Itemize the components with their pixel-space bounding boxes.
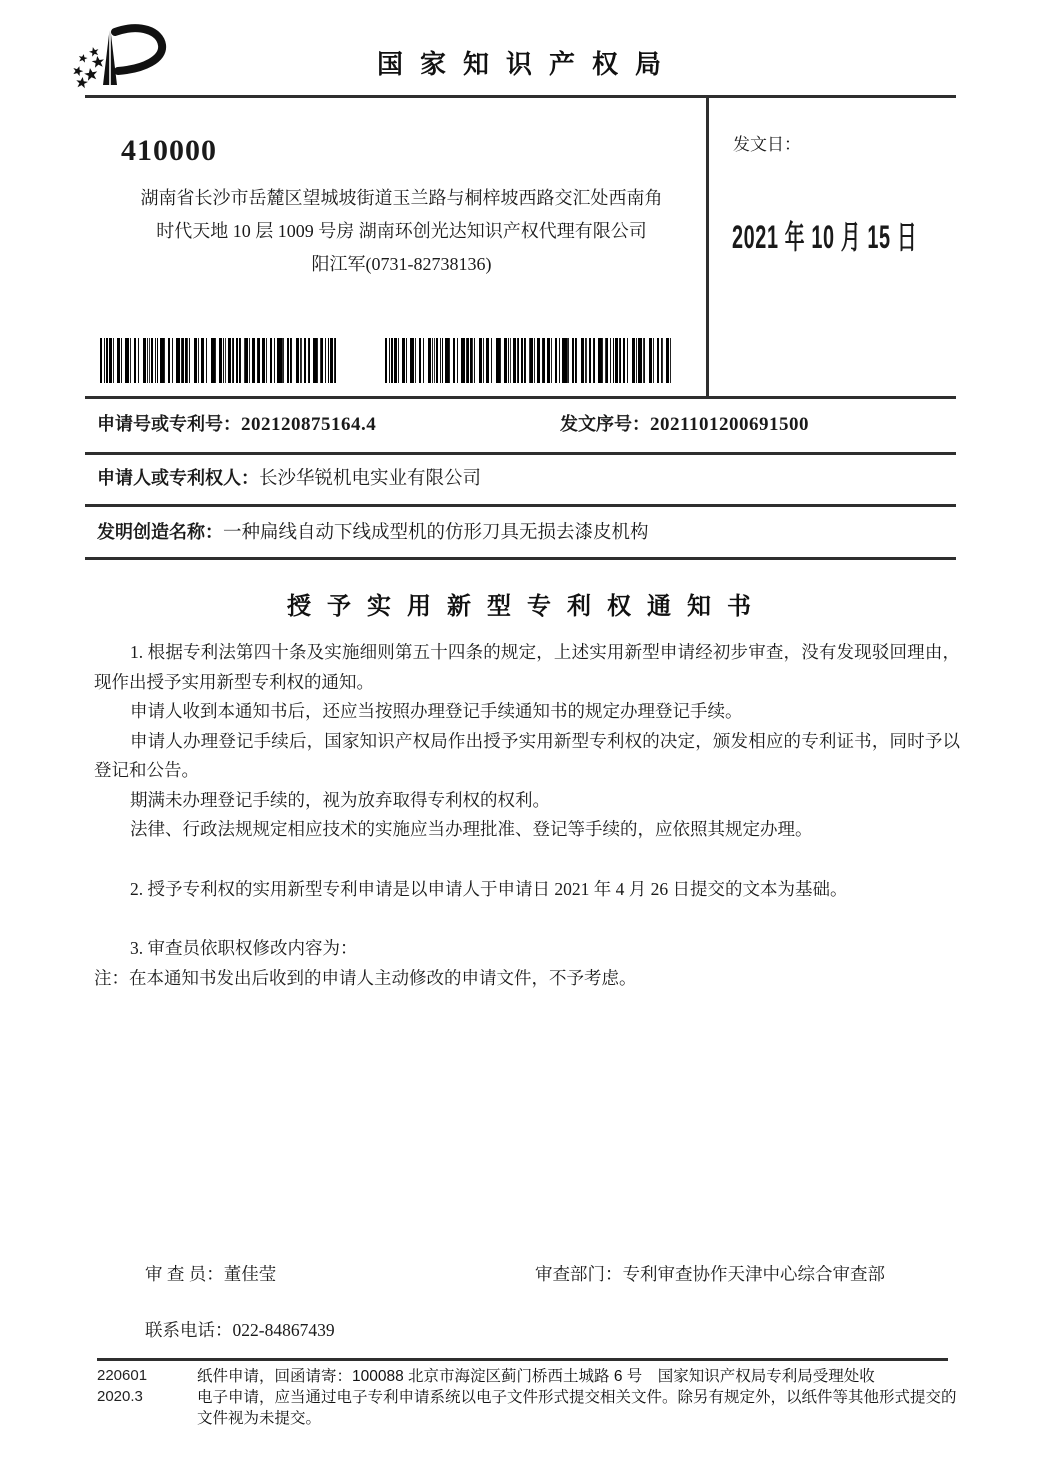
department-group	[535, 1261, 885, 1286]
barcode-left-icon	[100, 338, 338, 383]
department-label: 审查部门：	[535, 1264, 623, 1284]
date-box-border	[706, 97, 709, 397]
divider-row-2	[85, 504, 956, 507]
examiner-name: 董佳莹	[223, 1264, 277, 1284]
divider-row-3	[85, 557, 956, 560]
paragraph-3: 申请人办理登记手续后，国家知识产权局作出授予实用新型专利权的决定，颁发相应的专利证书，同时予以登记和公告。	[94, 730, 960, 780]
footer-notes	[197, 1366, 959, 1429]
address-contact-line: 阳江军(0731-82738136)	[311, 254, 492, 274]
recipient-address	[95, 182, 708, 281]
header-rule	[85, 95, 956, 98]
footer-form-codes	[97, 1366, 147, 1407]
notice-title: 授予实用新型专利权通知书	[287, 593, 767, 620]
footer-note-paper: 纸件申请，回函请寄：100088 北京市海淀区蓟门桥西土城路 6 号 国家知识产权局专利局受理处收	[197, 1368, 875, 1385]
application-number-value: 202120875164.4	[241, 414, 377, 435]
notice-body	[94, 638, 960, 993]
invention-name-value: 一种扁线自动下线成型机的仿形刀具无损去漆皮机构	[223, 523, 649, 543]
dispatch-date-label: 发文日：	[733, 135, 801, 154]
department-name: 专利审查协作天津中心综合审查部	[622, 1264, 885, 1284]
footer-rule	[97, 1358, 948, 1361]
postal-code: 410000	[121, 134, 217, 167]
address-line-2: 时代天地 10 层 1009 号房 湖南环创光达知识产权代理有限公司	[156, 221, 647, 241]
invention-name-label: 发明创造名称：	[97, 522, 223, 542]
paragraph-1: 1. 根据专利法第四十条及实施细则第五十四条的规定，上述实用新型申请经初步审查，没有发现驳回理由，现作出授予实用新型专利权的通知。	[94, 642, 960, 692]
applicant-value: 长沙华锐机电实业有限公司	[259, 469, 482, 489]
paragraph-4: 期满未办理登记手续的，视为放弃取得专利权的权利。	[130, 789, 550, 810]
dispatch-number-value: 2021101200691500	[650, 414, 809, 435]
footer-form-version: 2020.3	[97, 1387, 143, 1405]
dispatch-date-value: 2021 年 10 月 15 日	[732, 219, 918, 255]
paragraph-6: 2. 授予专利权的实用新型专利申请是以申请人于申请日 2021 年 4 月 26 日提交的文本为基础。	[130, 878, 848, 899]
footer-note-electronic: 电子申请，应当通过电子专利申请系统以电子文件形式提交相关文件。除另有规定外，以纸件等其他形式提交的文件视为未提交。	[197, 1389, 957, 1427]
examiner-label: 审 查 员：	[145, 1264, 224, 1284]
barcode-right-icon	[385, 338, 671, 383]
footer-form-code: 220601	[97, 1367, 148, 1384]
phone-label: 联系电话：	[145, 1320, 233, 1340]
paragraph-2: 申请人收到本通知书后，还应当按照办理登记手续通知书的规定办理登记手续。	[130, 701, 743, 721]
agency-title: 国家知识产权局	[376, 49, 678, 79]
applicant-label: 申请人或专利权人：	[97, 468, 259, 488]
dispatch-number-label: 发文序号：	[560, 414, 650, 434]
examiner-row	[145, 1261, 956, 1286]
application-number-label: 申请号或专利号：	[97, 414, 241, 434]
paragraph-7: 3. 审查员依职权修改内容为：	[130, 938, 358, 958]
phone-number: 022-84867439	[232, 1320, 335, 1340]
paragraph-5: 法律、行政法规规定相应技术的实施应当办理批准、登记等手续的，应依照其规定办理。	[130, 819, 813, 839]
invention-name-row	[97, 518, 956, 544]
paragraph-8: 注：在本通知书发出后收到的申请人主动修改的申请文件，不予考虑。	[94, 967, 637, 988]
divider-row-1	[85, 452, 956, 455]
applicant-row	[97, 464, 956, 490]
dispatch-number-group	[560, 410, 809, 436]
address-line-1: 湖南省长沙市岳麓区望城坡街道玉兰路与桐梓坡西路交汇处西南角	[140, 188, 663, 208]
application-number-row	[97, 410, 956, 436]
divider-under-barcodes	[85, 396, 956, 399]
phone-row	[145, 1317, 335, 1342]
